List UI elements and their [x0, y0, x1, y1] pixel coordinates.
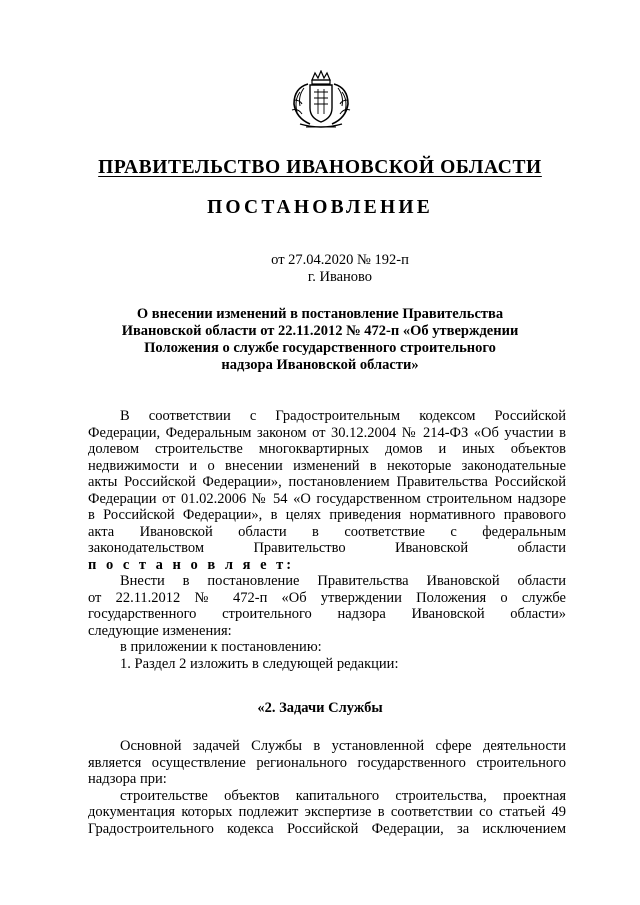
section-line: Градостроительного кодекса Российской Федерации, за исключением: [88, 820, 566, 837]
document-city: г. Иваново: [307, 269, 373, 285]
section-body: [88, 738, 566, 837]
body-line: 1. Раздел 2 изложить в следующей редакции:: [120, 655, 399, 672]
ivanovo-region-coat-of-arms-icon: [288, 70, 354, 130]
section-line: Основной задачей Службы в установленной сфере деятельности: [120, 738, 566, 754]
section-line: является осуществление регионального государственного строительного: [88, 754, 566, 771]
document-heading: [80, 306, 560, 374]
section-line: надзора при:: [88, 771, 167, 787]
document-type: ПОСТАНОВЛЕНИЕ: [207, 197, 433, 218]
heading-line: Положения о службе государственного строительного: [144, 340, 496, 356]
body-line: акта Ивановской области в соответствие с федеральным: [88, 523, 566, 540]
body-line: законодательством Правительство Ивановской области: [88, 540, 566, 556]
body-line: Федерации, Федеральным законом от 30.12.2004 № 214-ФЗ «Об участии в: [88, 424, 566, 441]
body-line: Внести в постановление Правительства Ивановской области: [120, 573, 566, 589]
resolves-word: п о с т а н о в л я е т:: [88, 556, 295, 573]
document-body: [88, 408, 566, 672]
section-line: документация которых подлежит экспертизе в соответствии со статьей 49: [88, 804, 566, 820]
body-line: долевом строительстве многоквартирных домов и иных объектов: [88, 441, 566, 457]
body-line: недвижимости и о внесении изменений в некоторые законодательные: [88, 457, 566, 474]
body-line: государственного строительного надзора Ивановской области»: [88, 606, 566, 622]
heading-line: О внесении изменений в постановление Правительства: [136, 306, 504, 322]
section-title: «2. Задачи Службы: [257, 700, 383, 716]
document-meta: [0, 252, 640, 286]
body-line: в Российской Федерации», в целях приведения нормативного правового: [88, 507, 566, 523]
heading-line: Ивановской области от 22.11.2012 № 472-п «Об утверждении: [121, 323, 519, 339]
section-line: строительстве объектов капитального строительства, проектная: [120, 787, 566, 804]
body-line: В соответствии с Градостроительным кодексом Российской: [120, 408, 566, 424]
body-line: следующие изменения:: [88, 622, 232, 639]
government-title: ПРАВИТЕЛЬСТВО ИВАНОВСКОЙ ОБЛАСТИ: [98, 157, 542, 178]
document-date-number: от 27.04.2020 № 192-п: [271, 252, 409, 268]
resolves-line: [88, 557, 566, 574]
body-line: в приложении к постановлению:: [120, 639, 322, 655]
body-line: от 22.11.2012 № 472-п «Об утверждении Положения о службе: [88, 589, 566, 606]
heading-line: надзора Ивановской области»: [221, 357, 419, 373]
body-line: Федерации от 01.02.2006 № 54 «О государственном строительном надзоре: [88, 490, 566, 507]
body-line: акты Российской Федерации», постановлением Правительства Российской: [88, 474, 566, 490]
